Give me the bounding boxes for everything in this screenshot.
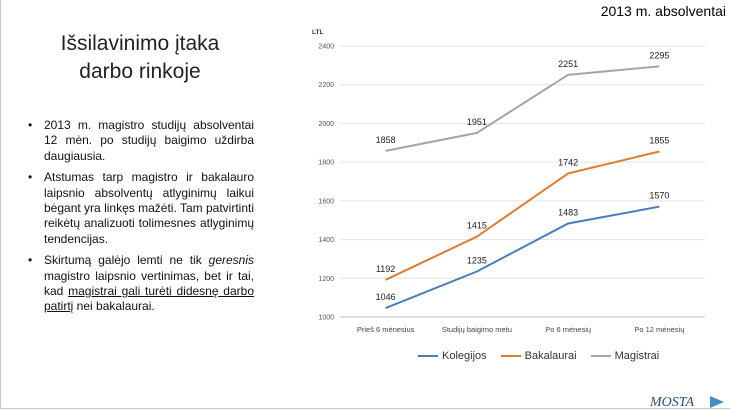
y-tick-label: 2200 — [318, 82, 334, 90]
y-axis-label: LTL — [312, 29, 324, 36]
bullet-text-1: 2013 m. magistro studijų absolventai 12 mėn. po studijų baigimo uždirba daugiausia. — [44, 118, 254, 163]
legend-item — [501, 350, 577, 362]
y-tick-label: 1000 — [318, 314, 334, 322]
data-label: 1570 — [649, 190, 670, 201]
bullet-item: • Atstumas tarp magistro ir bakalauro laipsnio absolventų atlyginimų laikui bėgant yra linkęs mažėti. Tam patvirtinti reikėtų analizuoti tolimesnes atlyginimų tendencijas. — [28, 170, 254, 246]
mosta-logo — [648, 392, 728, 410]
bullet-list — [26, 118, 254, 321]
y-tick-label: 2000 — [318, 120, 334, 128]
y-tick-label: 2400 — [318, 43, 334, 51]
y-tick-label: 1600 — [318, 198, 334, 206]
y-tick-label: 1200 — [318, 275, 334, 283]
data-label: 1415 — [466, 220, 487, 231]
series-line — [386, 66, 660, 151]
data-label: 1855 — [649, 135, 670, 146]
data-label: 1742 — [558, 157, 579, 168]
bullet-text-3-pre: Skirtumą galėjo lemti ne tik — [44, 253, 209, 268]
bullet-text-3-em: geresnis — [208, 253, 254, 268]
x-tick-label: Po 12 mėnesių — [634, 325, 685, 334]
legend-label: Bakalaurai — [524, 350, 577, 362]
data-label: 1858 — [375, 134, 396, 145]
series-line — [386, 207, 660, 308]
data-label: 1192 — [375, 263, 396, 274]
series-line — [386, 151, 660, 279]
data-label: 1046 — [375, 292, 396, 303]
bullet-item: • 2013 m. magistro studijų absolventai 12 mėn. po studijų baigimo uždirba daugiausia. — [28, 118, 254, 163]
title-line-1: Išsilavinimo įtaka — [60, 32, 220, 55]
legend-label: Magistrai — [614, 350, 660, 362]
data-label: 1483 — [558, 207, 579, 218]
bullet-text-3-mid: magistro laipsnio vertinimas, bet ir tai, kad — [44, 268, 254, 299]
bullet-text-2: Atstumas tarp magistro ir bakalauro laipsnio absolventų atlyginimų laikui bėgant yra linkęs mažėti. Tam patvirtinti reikėtų analizuoti tolimesnes atlyginimų tendencijas. — [44, 170, 254, 246]
title-line-2: darbo rinkoje — [79, 60, 201, 83]
legend-swatch — [418, 355, 438, 357]
data-label: 2251 — [558, 58, 579, 69]
legend-swatch — [591, 355, 611, 357]
y-tick-label: 1800 — [318, 159, 334, 167]
data-label: 1951 — [466, 116, 487, 127]
x-tick-label: Prieš 6 mėnesius — [356, 325, 415, 334]
corner-label: 2013 m. absolventai — [600, 3, 726, 19]
data-label: 1235 — [466, 255, 487, 266]
slide-title — [30, 30, 250, 86]
y-tick-label: 1400 — [318, 237, 334, 245]
chart-legend — [418, 350, 659, 362]
bullet-text-3-post: nei bakalaurai. — [73, 299, 155, 314]
logo-arrow-icon — [710, 396, 724, 408]
x-tick-label: Studijų baigimo metu — [441, 325, 512, 334]
bullet-item: • Skirtumą galėjo lemti ne tik geresnis magistro laipsnio vertinimas, bet ir tai, kad magistrai gali turėti didesnę darbo patirtį nei bakalaurai. — [28, 253, 254, 314]
legend-swatch — [501, 355, 521, 357]
bullet-text-3-underlined: magistrai gali turėti didesnę darbo patirtį — [44, 284, 254, 314]
legend-item — [418, 350, 487, 362]
legend-item — [591, 350, 660, 362]
line-chart — [300, 20, 720, 350]
logo-text: MOSTA — [650, 395, 695, 410]
x-tick-label: Po 6 mėnesių — [545, 325, 592, 334]
data-label: 2295 — [649, 50, 670, 61]
legend-label: Kolegijos — [442, 350, 487, 362]
